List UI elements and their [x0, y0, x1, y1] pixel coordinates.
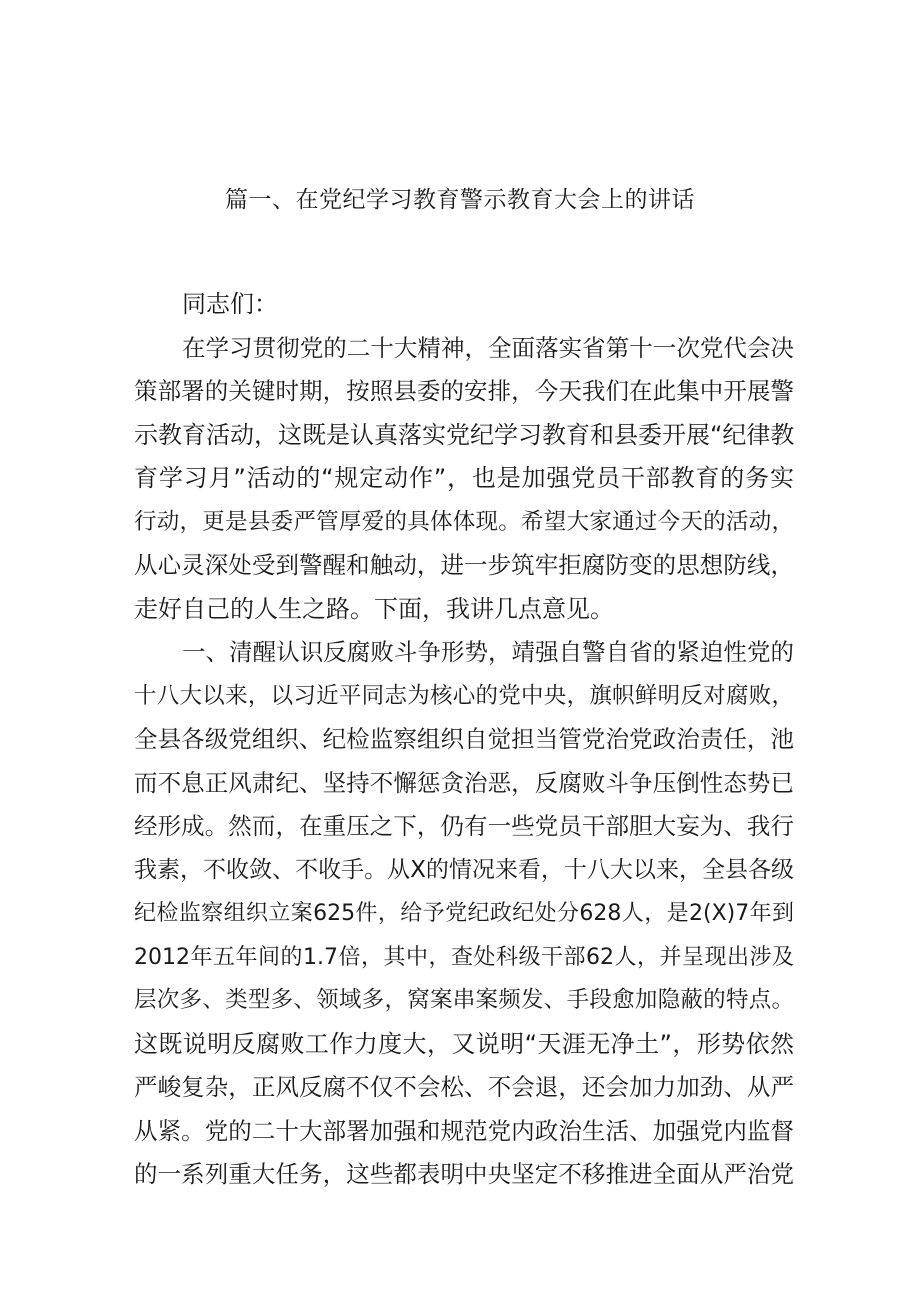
body-text-line: 纪检监察组织立案625件，给予党纪政纪处分628人，是2(X)7年到	[134, 901, 794, 926]
body-text-line: 从心灵深处受到警醒和触动，进一步筑牢拒腐防变的思想防线，	[134, 551, 794, 579]
body-text-line: 育学习月”活动的“规定动作”，也是加强党员干部教育的务实	[134, 464, 794, 492]
body-text-line: 这既说明反腐败工作力度大，又说明“天涯无净土”，形势依然	[134, 1029, 794, 1058]
body-text-line: 层次多、类型多、领域多，窝案串案频发、手段愈加隐蔽的特点。	[134, 987, 794, 1013]
body-text-line: 在学习贯彻党的二十大精神，全面落实省第十一次党代会决	[182, 333, 794, 362]
body-text-line: 2012年五年间的1.7倍，其中，查处科级干部62人，并呈现出涉及	[134, 944, 794, 970]
body-text-line: 我素，不收敛、不收手。从X的情况来看，十八大以来，全县各级	[134, 856, 794, 883]
body-text-line: 一、清醒认识反腐败斗争形势，靖强自警自省的紧迫性党的	[182, 638, 794, 666]
body-text-line: 从紧。党的二十大部署加强和规范党内政治生活、加强党内监督	[134, 1116, 794, 1145]
body-text-line: 经形成。然而，在重压之下，仍有一些党员干部胆大妄为、我行	[134, 812, 794, 840]
body-text-line: 策部署的关键时期，按照县委的安排，今天我们在此集中开展警	[134, 377, 794, 405]
body-text-line: 的一系列重大任务，这些都表明中央坚定不移推进全面从严治党	[134, 1160, 794, 1188]
document-title: 篇一、在党纪学习教育警示教育大会上的讲话	[225, 187, 695, 213]
body-text-line: 走好自己的人生之路。下面，我讲几点意见。	[134, 594, 614, 623]
salutation: 同志们：	[182, 290, 278, 318]
body-text-line: 而不息正风肃纪、坚持不懈惩贪治恶，反腐败斗争压倒性态势已	[134, 768, 794, 797]
body-text-line: 行动，更是县委严管厚爱的具体体现。希望大家通过今天的活动，	[134, 508, 794, 535]
body-text-line: 十八大以来，以习近平同志为核心的党中央，旗帜鲜明反对腐败，	[134, 682, 794, 709]
document-body	[134, 283, 794, 1197]
body-text-line: 示教育活动，这既是认真落实党纪学习教育和县委开展“纪律教	[134, 420, 795, 449]
body-text-line: 严峻复杂，正风反腐不仅不会松、不会退，还会加力加劲、从严	[134, 1073, 794, 1101]
body-text-line: 全县各级党组织、纪检监察组织自觉担当管党治党政治责任，池	[134, 725, 794, 753]
